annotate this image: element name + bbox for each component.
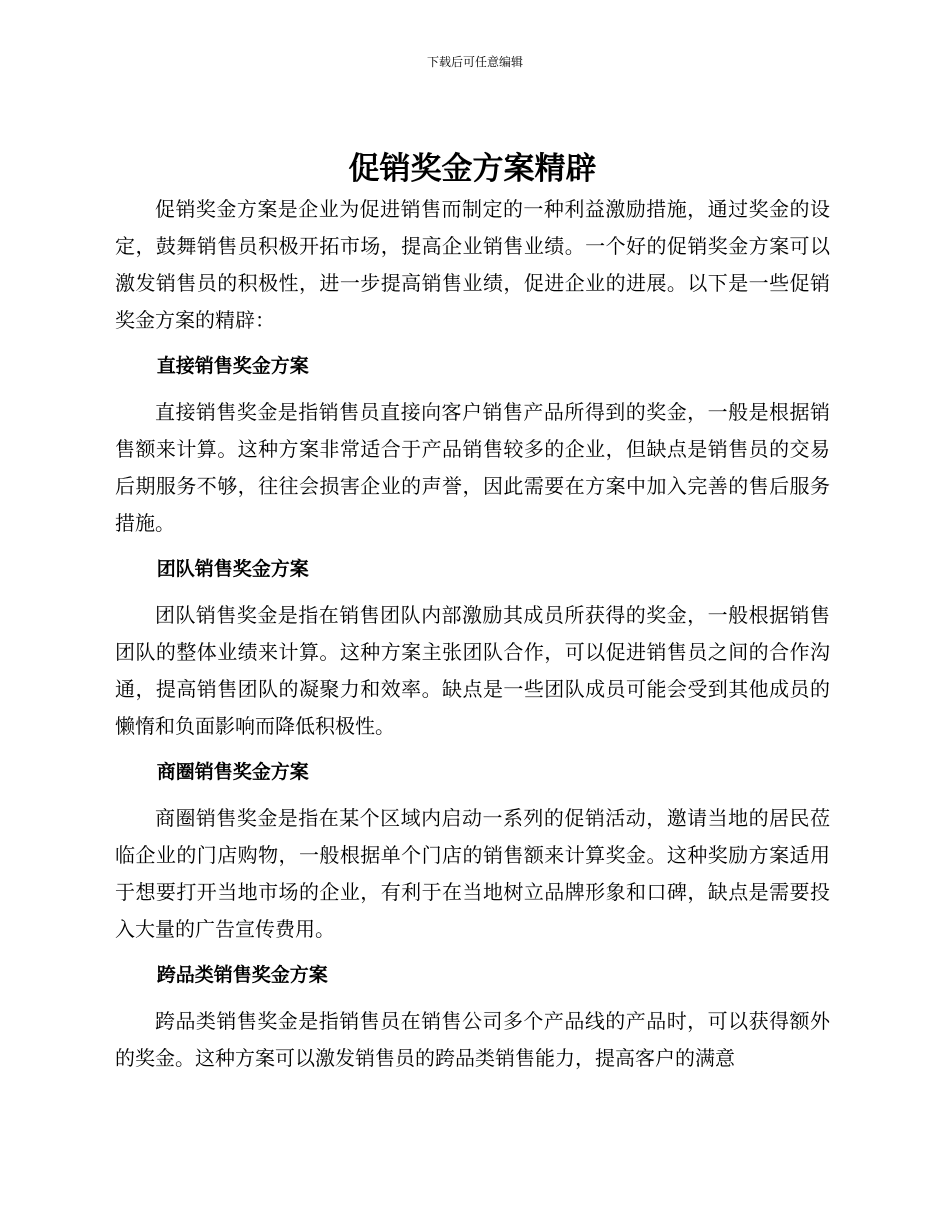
section-body-trade-area-sales: 商圈销售奖金是指在某个区域内启动一系列的促销活动，邀请当地的居民莅临企业的门店购物，一般根据单个门店的销售额来计算奖金。这种奖励方案适用于想要打开当地市场的企业，有利于在当地树立品牌形象和口碑，缺点是需要投入大量的广告宣传费用。: [115, 806, 830, 941]
section-body-cross-category-sales: 跨品类销售奖金是指销售员在销售公司多个产品线的产品时，可以获得额外的奖金。这种方案可以激发销售员的跨品类销售能力，提高客户的满意: [115, 1009, 830, 1070]
document-body: [115, 147, 830, 1077]
section-body-direct-sales: 直接销售奖金是指销售员直接向客户销售产品所得到的奖金，一般是根据销售额来计算。这种方案非常适合于产品销售较多的企业，但缺点是销售员的交易后期服务不够，往往会损害企业的声誉，因此需要在方案中加入完善的售后服务措施。: [115, 400, 830, 535]
section-heading-trade-area-sales: 商圈销售奖金方案: [156, 761, 309, 783]
intro-paragraph: 促销奖金方案是企业为促进销售而制定的一种利益激励措施，通过奖金的设定，鼓舞销售员积极开拓市场，提高企业销售业绩。一个好的促销奖金方案可以激发销售员的积极性，进一步提高销售业绩，促进企业的进展。以下是一些促销奖金方案的精辟：: [115, 197, 830, 332]
section-heading-team-sales: 团队销售奖金方案: [156, 558, 309, 580]
section-heading-cross-category-sales: 跨品类销售奖金方案: [156, 964, 328, 986]
section-body-team-sales: 团队销售奖金是指在销售团队内部激励其成员所获得的奖金，一般根据销售团队的整体业绩来计算。这种方案主张团队合作，可以促进销售员之间的合作沟通，提高销售团队的凝聚力和效率。缺点是一些团队成员可能会受到其他成员的懒惰和负面影响而降低积极性。: [115, 603, 830, 738]
document-title: 促销奖金方案精辟: [348, 151, 597, 187]
page-header-note: 下载后可任意编辑: [426, 55, 523, 69]
section-heading-direct-sales: 直接销售奖金方案: [156, 355, 309, 377]
